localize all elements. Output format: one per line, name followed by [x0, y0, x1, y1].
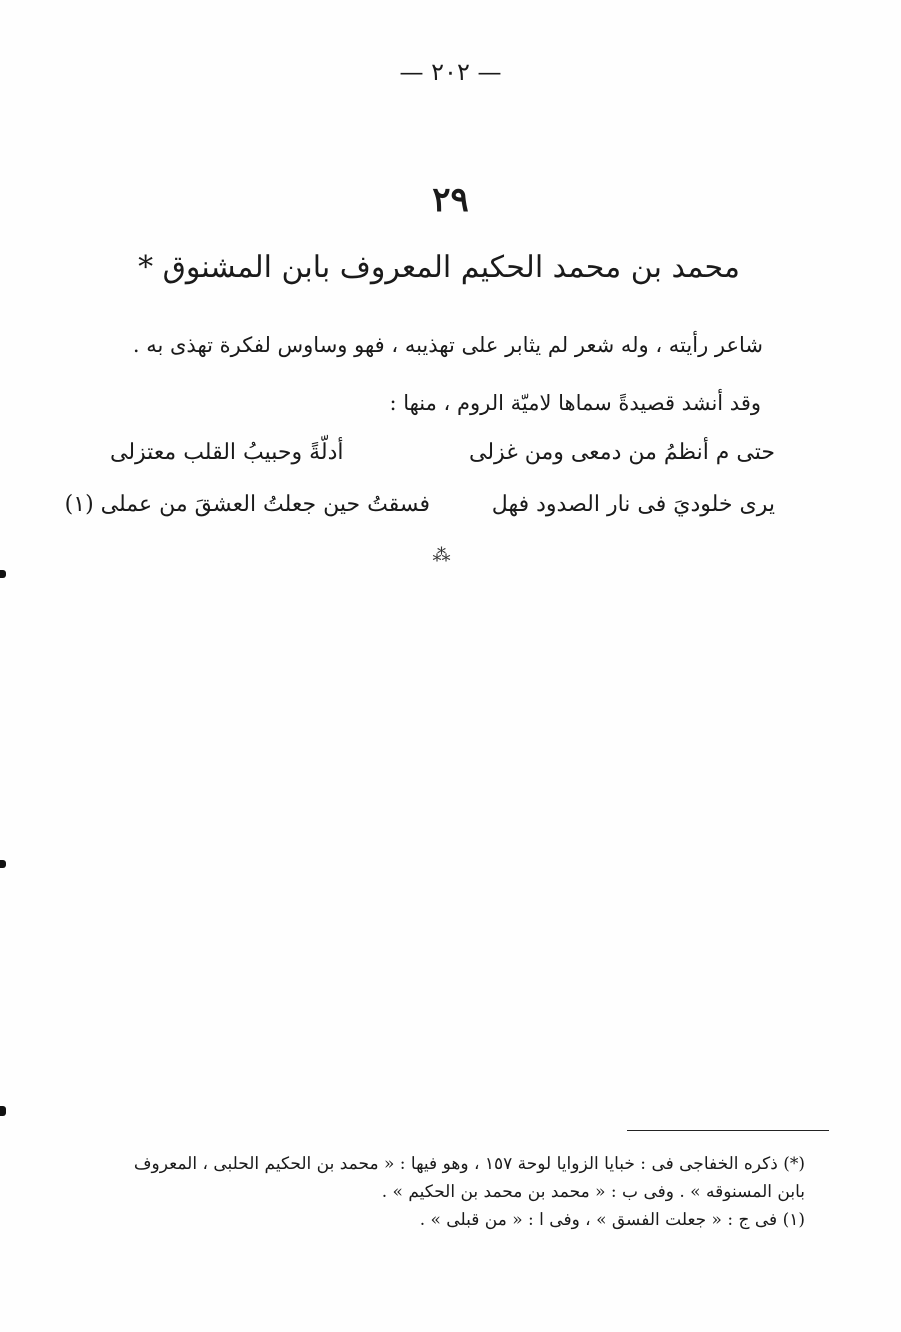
intro-paragraph-line: شاعر رأيته ، وله شعر لم يثابر على تهذيبه ، فهو وساوس لفكرة تهذى به .: [132, 333, 763, 357]
footnote-separator: [627, 1130, 829, 1131]
verse-second-hemistich: أدلّةً وحبيبُ القلب معتزلى: [110, 440, 344, 465]
scan-edge-mark: [0, 1106, 6, 1116]
poem-verse: [110, 440, 775, 480]
scan-edge-mark: [0, 860, 6, 868]
scan-edge-mark: [0, 570, 6, 578]
footnote-line: (*) ذكره الخفاجى فى : خبايا الزوايا لوحة ١٥٧ ، وهو فيها : « محمد بن الحكيم الحلبى ، المعروف: [133, 1154, 805, 1174]
intro-paragraph-line: وقد أنشد قصيدةً سماها لاميّة الروم ، منها :: [389, 391, 761, 415]
entry-number: ٢٩: [432, 180, 469, 220]
footnote-line: بابن المسنوقه » . وفى ب : « محمد بن محمد بن الحكيم » .: [381, 1182, 805, 1202]
verse-first-hemistich: يرى خلوديَ فى نار الصدود فهل: [491, 492, 775, 517]
footnotes: [95, 1150, 805, 1234]
poem-verse: [64, 492, 775, 532]
footnote-line: (١) فى ج : « جعلت الفسق » ، وفى ا : « من قبلى » .: [419, 1210, 805, 1230]
verse-first-hemistich: حتى م أنظمُ من دمعى ومن غزلى: [469, 440, 775, 465]
section-ornament: ⁂: [432, 545, 449, 566]
entry-title: محمد بن محمد الحكيم المعروف بابن المشنوق *: [138, 250, 740, 285]
page-number: — ٢٠٢ —: [399, 58, 502, 86]
verse-second-hemistich: فسقتُ حين جعلتُ العشقَ من عملى (١): [64, 492, 430, 517]
